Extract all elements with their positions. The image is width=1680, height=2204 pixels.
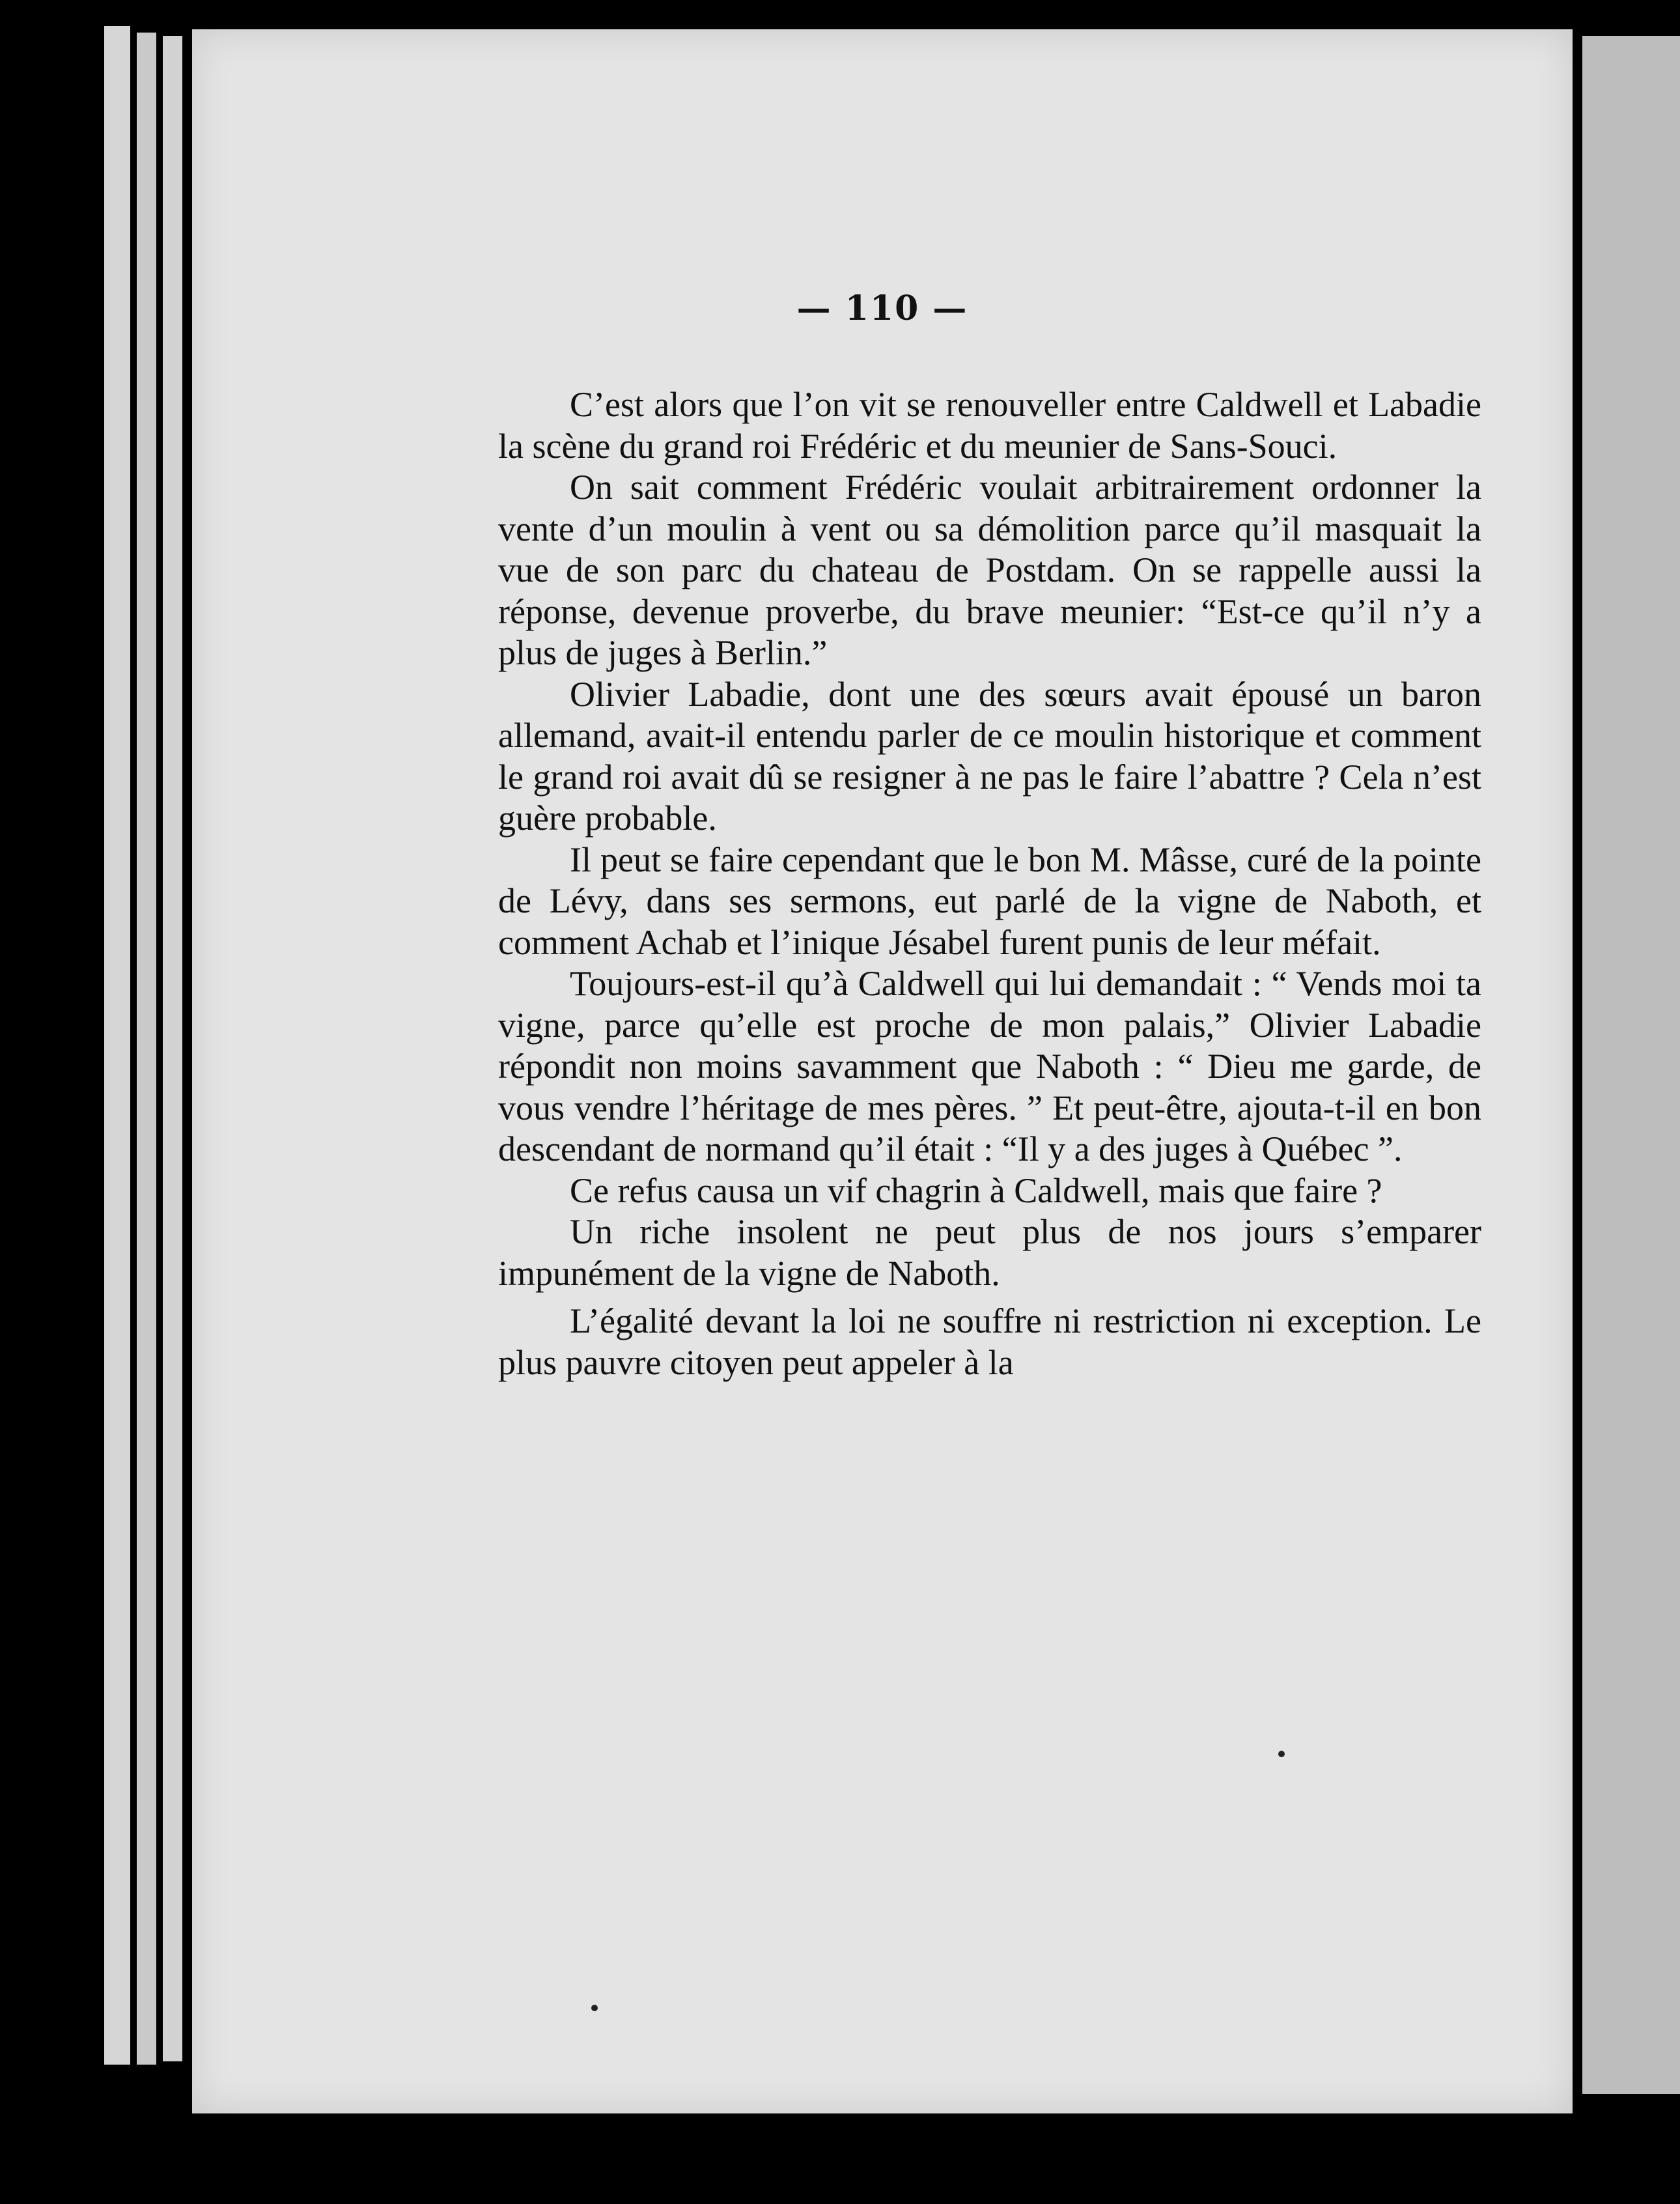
paragraph: On sait comment Frédéric voulait arbitrairement ordonner la vente d’un moulin à vent ou sa démolition parce qu’il masquait la vue de son parc du chateau de Postdam. On se rappelle aussi la réponse, devenue proverbe, du brave meunier: “Est-ce qu’il n’y a plus de juges à Berlin.” [498, 468, 1481, 672]
paragraph: L’égalité devant la loi ne souffre ni restriction ni exception. Le plus pauvre citoyen peut appeler à la [498, 1301, 1481, 1382]
body-text [498, 384, 1481, 1383]
paragraph: Toujours-est-il qu’à Caldwell qui lui demandait : “ Vends moi ta vigne, parce qu’elle est proche de mon palais,” Olivier Labadie répondit non moins savamment que Naboth : “ Dieu me garde, de vous vendre l’héritage de mes pères. ” Et peut-être, ajouta-t-il en bon descendant de normand qu’il était : “Il y a des juges à Québec ”. [498, 964, 1481, 1168]
paragraph: C’est alors que l’on vit se renouveller entre Caldwell et Labadie la scène du grand roi Frédéric et du meunier de Sans-Souci. [498, 385, 1481, 466]
paragraph: Ce refus causa un vif chagrin à Caldwell, mais que faire ? [570, 1170, 1382, 1210]
paragraph: Il peut se faire cependant que le bon M. Mâsse, curé de la pointe de Lévy, dans ses sermons, eut parlé de la vigne de Naboth, et comment Achab et l’inique Jésabel furent punis de leur méfait. [498, 840, 1481, 962]
page-edge-stack [137, 33, 156, 2065]
page-edge-stack [163, 36, 182, 2061]
page-number: — 110 — [796, 289, 968, 328]
page-edge-stack [104, 26, 130, 2065]
scan-speck [1278, 1751, 1285, 1757]
paragraph: Olivier Labadie, dont une des sœurs avait épousé un baron allemand, avait-il entendu parler de ce moulin historique et comment le grand roi avait dû se resigner à ne pas le faire l’abattre ? Cela n’est guère probable. [498, 674, 1481, 838]
adjacent-page-edge [1582, 36, 1680, 2094]
scan-speck [591, 2005, 598, 2011]
book-page [192, 29, 1573, 2113]
paragraph: Un riche insolent ne peut plus de nos jours s’emparer impunément de la vigne de Naboth. [498, 1212, 1481, 1293]
